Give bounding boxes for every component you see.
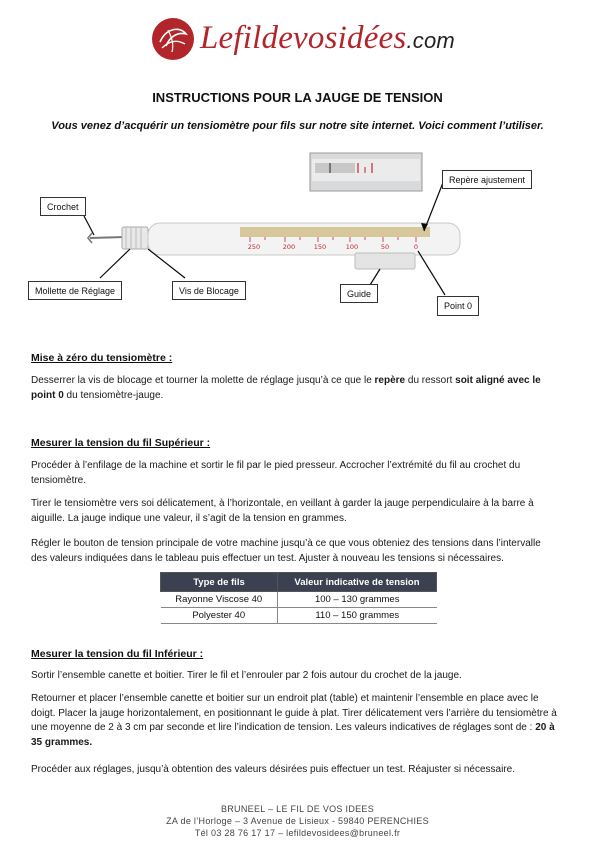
- label-molette: Mollette de Réglage: [28, 281, 122, 300]
- lower-text-a: Retourner et placer l’ensemble canette et boitier sur un endroit plat (table) et maintenir l’ensemble en place avec le doigt. Placer la jauge horizontalement, en positionnant le guide à plat. Tirer délicatement vers l’arrière du tensiomètre à une moyenne de 2 à 3 cm par seconde et lire l’indication de tension. Les valeurs indicatives de réglages sont de :: [31, 693, 557, 733]
- scale-tick-100: 100: [345, 243, 359, 251]
- paragraph-upper-2: Tirer le tensiomètre vers soi délicatement, à l’horizontale, en veillant à garder la jauge perpendiculaire à la barre à aiguille. La jauge indique une valeur, il s’agit de la tension en grammes.: [31, 498, 534, 524]
- paragraph-lower-3: Procéder aux réglages, jusqu’à obtention des valeurs désirées puis effectuer un test. Réajuster si nécessaire.: [31, 764, 515, 775]
- scale-tick-200: 200: [282, 243, 296, 251]
- section-heading-upper: Mesurer la tension du fil Supérieur :: [31, 437, 211, 449]
- brand-tld: .com: [406, 28, 455, 53]
- brand-wordmark: [200, 20, 455, 57]
- paragraph-lower-2: [31, 692, 558, 750]
- section-heading-zero: Mise à zéro du tensiomètre :: [31, 352, 173, 364]
- table-header-cell: Valeur indicative de tension: [277, 573, 436, 592]
- table-header-cell: Type de fils: [161, 573, 278, 592]
- scale-tick-150: 150: [313, 243, 327, 251]
- table-cell: Rayonne Viscose 40: [161, 592, 278, 608]
- brand-name: Lefildevosidées: [200, 20, 407, 56]
- footer-contact: Tél 03 28 76 17 17 – lefildevosidees@bruneel.fr: [194, 828, 401, 838]
- footer-company: BRUNEEL – LE FIL DE VOS IDEES: [220, 804, 375, 814]
- section-heading-lower: Mesurer la tension du fil Inférieur :: [31, 648, 204, 660]
- zero-text-point0: point 0: [31, 389, 64, 401]
- zero-text-c: du ressort: [405, 375, 456, 386]
- lower-text-values: 20 à 35 grammes.: [31, 722, 555, 748]
- paragraph-upper-3: Régler le bouton de tension principale de votre machine jusqu’à ce que vous obteniez des tensions dans l’intervalle des valeurs indiquées dans le tableau puis effectuer un test. Ajuster à nouveau les tensions si nécessaires.: [31, 538, 541, 564]
- table-row: [161, 592, 437, 608]
- zero-text-repere: repère: [374, 375, 406, 386]
- table-cell: 100 – 130 grammes: [277, 592, 436, 608]
- label-point-0: Point 0: [437, 296, 479, 316]
- scale-tick-0: 0: [413, 243, 419, 251]
- table-cell: Polyester 40: [161, 608, 278, 624]
- paragraph-upper-1: Procéder à l’enfilage de la machine et sortir le fil par le pied presseur. Accrocher l’extrémité du fil au crochet du tensiomètre.: [31, 460, 521, 486]
- tension-values-table: [160, 572, 437, 624]
- table-cell: 110 – 150 grammes: [277, 608, 436, 624]
- zero-text-f: du tensiomètre-jauge.: [63, 389, 164, 401]
- footer-address: ZA de l’Horloge – 3 Avenue de Lisieux - 59840 PERENCHIES: [166, 816, 429, 826]
- page-subtitle: Vous venez d’acquérir un tensiomètre pour fils sur notre site internet. Voici comment l’utiliser.: [51, 120, 544, 132]
- scale-tick-250: 250: [247, 243, 261, 251]
- paragraph-zero: [31, 374, 558, 403]
- table-row: [161, 608, 437, 624]
- paragraph-lower-1: Sortir l’ensemble canette et boitier. Tirer le fil et l’enrouler par 2 fois autour du crochet de la jauge.: [31, 670, 462, 681]
- scale-tick-50: 50: [380, 243, 390, 251]
- brand-logo-icon: [152, 18, 194, 60]
- label-guide: Guide: [340, 284, 378, 303]
- label-vis-blocage: Vis de Blocage: [172, 281, 246, 300]
- label-crochet: Crochet: [40, 197, 86, 216]
- zero-text-aligne: soit aligné avec le: [455, 375, 541, 386]
- zero-text-a: Desserrer la vis de blocage et tourner la molette de réglage jusqu’à ce que le: [31, 375, 375, 386]
- page-title: INSTRUCTIONS POUR LA JAUGE DE TENSION: [152, 90, 443, 105]
- zoom-inset-image: [310, 153, 422, 191]
- table-header-row: [161, 573, 437, 592]
- label-repere-ajustement: Repère ajustement: [442, 170, 532, 189]
